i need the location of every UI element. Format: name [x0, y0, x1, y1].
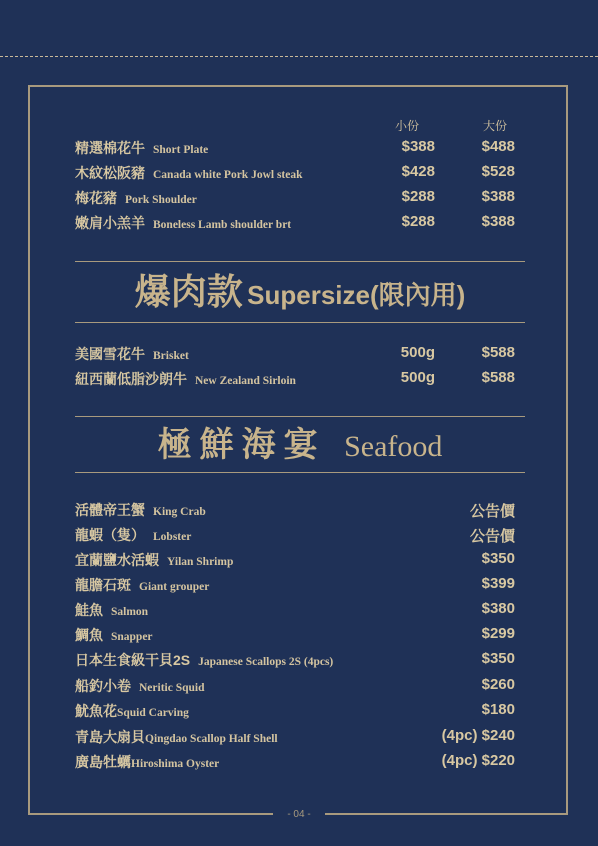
- item-price: $588: [481, 369, 515, 386]
- item-price: $350: [481, 550, 515, 567]
- menu-item: [75, 138, 515, 158]
- item-price: $399: [481, 575, 515, 592]
- item-name-zh: 廣島牡蠣: [75, 754, 131, 770]
- menu-item: [75, 701, 515, 721]
- section-rule: [75, 261, 525, 262]
- item-weight: 500g: [400, 344, 435, 361]
- menu-item: [75, 500, 515, 520]
- small-size-header: 小份: [395, 119, 420, 133]
- small-price: $428: [401, 163, 435, 180]
- item-name-en: Canada white Pork Jowl steak: [153, 169, 303, 181]
- item-name-en: Qingdao Scallop Half Shell: [145, 733, 278, 745]
- large-price: $388: [481, 213, 515, 230]
- item-name-zh: 龍膽石斑: [75, 577, 131, 593]
- item-price: 公告價: [469, 503, 515, 520]
- item-name-zh: 梅花豬: [75, 190, 117, 206]
- menu-item: [75, 163, 515, 183]
- menu-item: [75, 752, 515, 772]
- top-dashed-divider: [0, 56, 598, 57]
- menu-item: [75, 625, 515, 645]
- page-number: - 04 -: [273, 809, 325, 821]
- seafood-title-zh: 極鮮海宴: [157, 425, 326, 465]
- item-price: $299: [481, 625, 515, 642]
- item-name-en: Short Plate: [153, 144, 209, 156]
- supersize-title: [75, 267, 525, 325]
- large-size-header: 大份: [483, 119, 508, 133]
- menu-item: [75, 188, 515, 208]
- item-price: 公告價: [469, 528, 515, 545]
- item-name-en: Snapper: [111, 631, 153, 643]
- item-name-zh: 精選棉花牛: [75, 140, 145, 156]
- item-weight: 500g: [400, 369, 435, 386]
- item-price: $588: [481, 344, 515, 361]
- seafood-title-en: Seafood: [344, 430, 443, 463]
- menu-item: [75, 600, 515, 620]
- item-name-en: Pork Shoulder: [125, 194, 197, 206]
- supersize-title-en: Supersize(限內用): [247, 280, 466, 310]
- item-name-zh: 活體帝王蟹: [75, 502, 145, 518]
- menu-item: [75, 213, 515, 233]
- menu-item: [75, 650, 515, 670]
- menu-item: [75, 369, 515, 389]
- item-name-en: Brisket: [153, 350, 189, 362]
- item-name-zh: 魷魚花: [75, 703, 117, 719]
- item-name-zh: 青島大扇貝: [75, 729, 145, 745]
- menu-item: [75, 550, 515, 570]
- item-name-zh: 鮭魚: [75, 602, 103, 618]
- item-name-en: Yilan Shrimp: [167, 556, 234, 568]
- item-price: $350: [481, 650, 515, 667]
- item-name-zh: 龍蝦（隻）: [75, 527, 145, 543]
- item-name-en: Boneless Lamb shoulder brt: [153, 219, 292, 231]
- supersize-title-zh: 爆肉款: [134, 271, 243, 313]
- section-rule: [75, 416, 525, 417]
- item-name-zh: 日本生食級干貝2S: [75, 652, 191, 668]
- large-price: $528: [481, 163, 515, 180]
- large-price: $488: [481, 138, 515, 155]
- item-price: $260: [481, 676, 515, 693]
- seafood-title: [75, 420, 525, 477]
- menu-item: [75, 727, 515, 747]
- item-name-zh: 船釣小卷: [75, 678, 131, 694]
- small-price: $288: [401, 188, 435, 205]
- item-price: (4pc) $240: [441, 727, 515, 744]
- menu-item: [75, 344, 515, 364]
- section-rule: [75, 472, 525, 473]
- item-name-en: Squid Carving: [117, 707, 189, 719]
- item-name-en: Salmon: [111, 606, 149, 618]
- item-name-en: Neritic Squid: [139, 682, 205, 694]
- item-price: $380: [481, 600, 515, 617]
- large-price: $388: [481, 188, 515, 205]
- item-name-en: Hiroshima Oyster: [131, 758, 220, 770]
- item-name-en: Japanese Scallops 2S (4pcs): [198, 656, 334, 668]
- item-name-zh: 宜蘭鹽水活蝦: [75, 552, 159, 568]
- item-price: (4pc) $220: [441, 752, 515, 769]
- item-name-en: Giant grouper: [139, 581, 210, 593]
- menu-item: [75, 676, 515, 696]
- item-name-en: King Crab: [153, 506, 206, 518]
- menu-item: [75, 575, 515, 595]
- menu-item: [75, 525, 515, 545]
- item-name-zh: 木紋松阪豬: [75, 165, 145, 181]
- item-name-zh: 鯛魚: [75, 627, 103, 643]
- item-name-en: Lobster: [153, 531, 192, 543]
- small-price: $388: [401, 138, 435, 155]
- small-price: $288: [401, 213, 435, 230]
- item-price: $180: [481, 701, 515, 718]
- item-name-zh: 嫩肩小羔羊: [75, 215, 145, 231]
- item-name-zh: 美國雪花牛: [75, 346, 145, 362]
- section-rule: [75, 322, 525, 323]
- item-name-zh: 紐西蘭低脂沙朗牛: [75, 371, 187, 387]
- item-name-en: New Zealand Sirloin: [195, 375, 296, 387]
